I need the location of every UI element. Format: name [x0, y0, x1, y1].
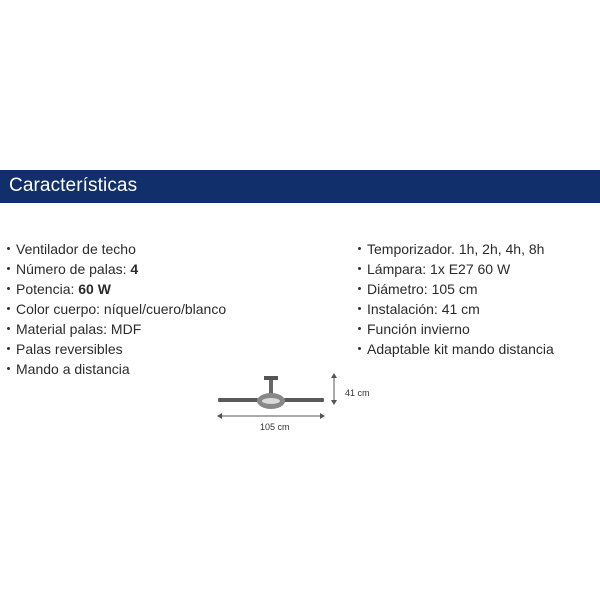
item-value: 4 [130, 261, 139, 277]
item-label: Mando a distancia [16, 361, 130, 377]
bullet-icon [7, 247, 10, 250]
item-label: Número de palas: [16, 261, 131, 277]
item-label: Palas reversibles [16, 341, 123, 357]
list-item [358, 339, 554, 359]
bullet-icon [358, 347, 361, 350]
bullet-icon [358, 327, 361, 330]
list-item [7, 279, 226, 299]
bullet-icon [358, 247, 361, 250]
item-label: Diámetro: 105 cm [367, 281, 478, 297]
item-label: Lámpara: 1x E27 60 W [367, 261, 511, 277]
item-label: Adaptable kit mando distancia [367, 341, 554, 357]
list-item [358, 259, 554, 279]
item-label: Color cuerpo: níquel/cuero/blanco [16, 301, 227, 317]
item-label: Potencia: [16, 281, 79, 297]
height-label: 41 cm [345, 388, 370, 398]
item-label: Instalación: 41 cm [367, 301, 480, 317]
width-label: 105 cm [260, 422, 290, 432]
bullet-icon [358, 287, 361, 290]
bullet-icon [7, 267, 10, 270]
list-item [7, 239, 226, 259]
list-item [7, 319, 226, 339]
ceiling-fan-icon [210, 368, 390, 438]
features-list-left [7, 239, 226, 379]
item-label: Material palas: MDF [16, 321, 142, 337]
section-header [0, 170, 600, 203]
list-item [358, 279, 554, 299]
item-value: 60 W [78, 281, 111, 297]
list-item [7, 299, 226, 319]
fan-dimension-diagram [210, 368, 390, 438]
bullet-icon [7, 287, 10, 290]
bullet-icon [7, 367, 10, 370]
item-label: Función invierno [367, 321, 470, 337]
features-list-right [358, 239, 554, 359]
section-title: Características [9, 175, 138, 196]
list-item [358, 319, 554, 339]
item-label: Ventilador de techo [16, 241, 136, 257]
bullet-icon [7, 327, 10, 330]
list-item [358, 299, 554, 319]
item-label: Temporizador. 1h, 2h, 4h, 8h [367, 241, 545, 257]
bullet-icon [7, 307, 10, 310]
bullet-icon [358, 267, 361, 270]
list-item [7, 259, 226, 279]
bullet-icon [358, 307, 361, 310]
list-item [7, 339, 226, 359]
list-item [7, 359, 226, 379]
bullet-icon [7, 347, 10, 350]
list-item [358, 239, 554, 259]
